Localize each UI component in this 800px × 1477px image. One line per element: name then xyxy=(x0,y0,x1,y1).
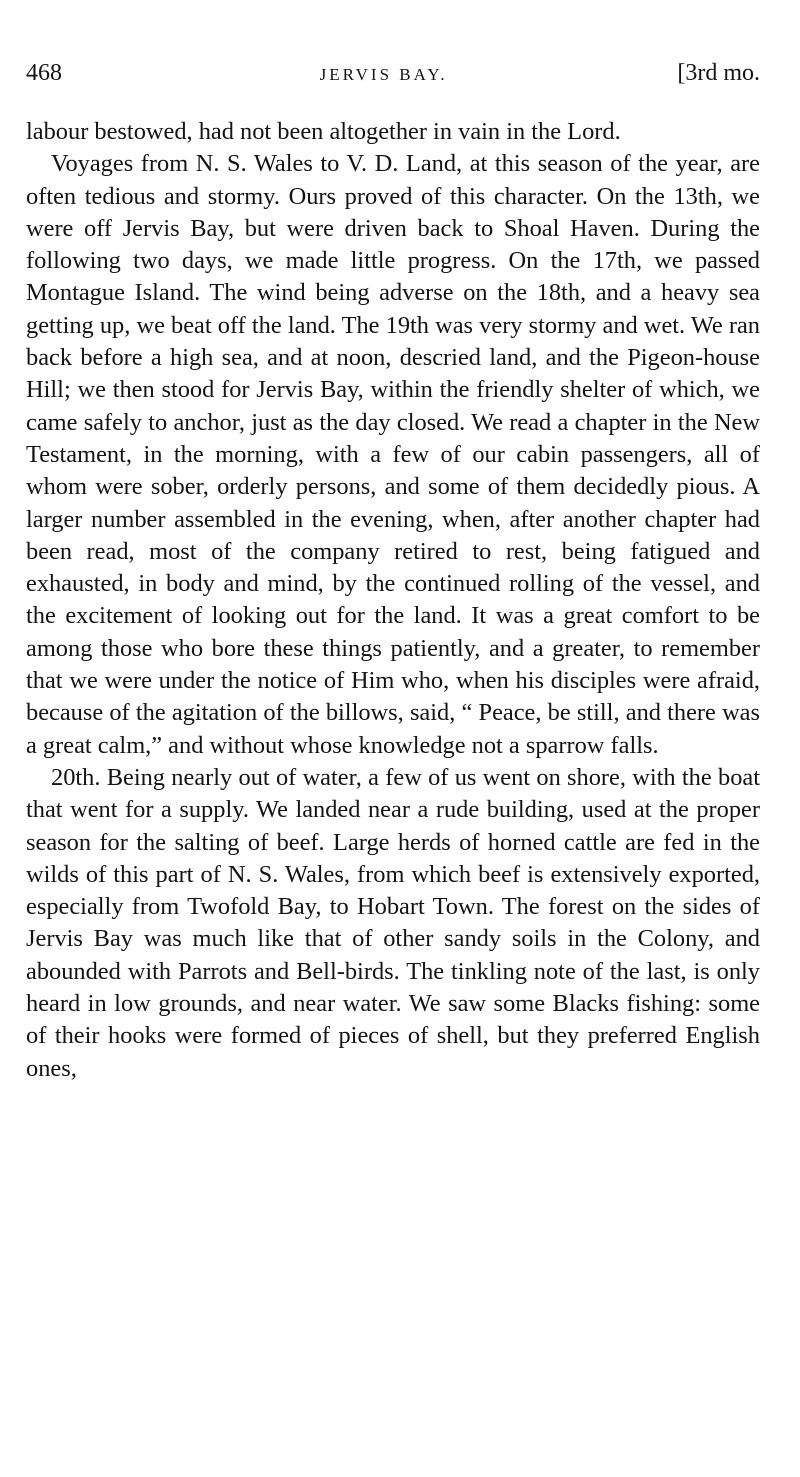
running-head xyxy=(26,60,760,94)
body-text xyxy=(26,116,760,1085)
book-page xyxy=(26,60,760,1085)
page-number: 468 xyxy=(26,60,62,86)
running-title: JERVIS BAY. xyxy=(319,65,448,84)
paragraph-20th: 20th. Being nearly out of water, a few of us went on shore, with the boat that went for a supply. We landed near a rude building, used at the proper season for the salting of beef. Large herds of horned cattle are fed in the wilds of this part of N. S. Wales, from which beef is extensively exported, especially from Twofold Bay, to Hobart Town. The forest on the sides of Jervis Bay was much like that of other sandy soils in the Colony, and abounded with Parrots and Bell-birds. The tinkling note of the last, is only heard in low grounds, and near water. We saw some Blacks fishing: some of their hooks were formed of pieces of shell, but they preferred English ones, xyxy=(26,763,760,1082)
paragraph-voyage: Voyages from N. S. Wales to V. D. Land, at this season of the year, are often tedious and stormy. Ours proved of this character. On the 13th, we were off Jervis Bay, but were driven back to Shoal Haven. During the following two days, we made little progress. On the 17th, we passed Montague Island. The wind being adverse on the 18th, and a heavy sea getting up, we beat off the land. The 19th was very stormy and wet. We ran back before a high sea, and at noon, descried land, and the Pigeon-house Hill; we then stood for Jervis Bay, within the friendly shelter of which, we came safely to anchor, just as the day closed. We read a chapter in the New Testament, in the morning, with a few of our cabin passengers, all of whom were sober, orderly persons, and some of them decidedly pious. A larger number assembled in the evening, when, after another chapter had been read, most of the company retired to rest, being fatigued and exhausted, in body and mind, by the continued rolling of the vessel, and the excitement of looking out for the land. It was a great comfort to be among those who bore these things patiently, and a greater, to remember that we were under the notice of Him who, when his disciples were afraid, because of the agitation of the billows, said, “ Peace, be still, and there was a great calm,” and without whose knowledge not a sparrow falls. xyxy=(26,150,760,759)
month-note: [3rd mo. xyxy=(677,60,760,86)
paragraph-continued: labour bestowed, had not been altogether in vain in the Lord. xyxy=(26,118,621,145)
